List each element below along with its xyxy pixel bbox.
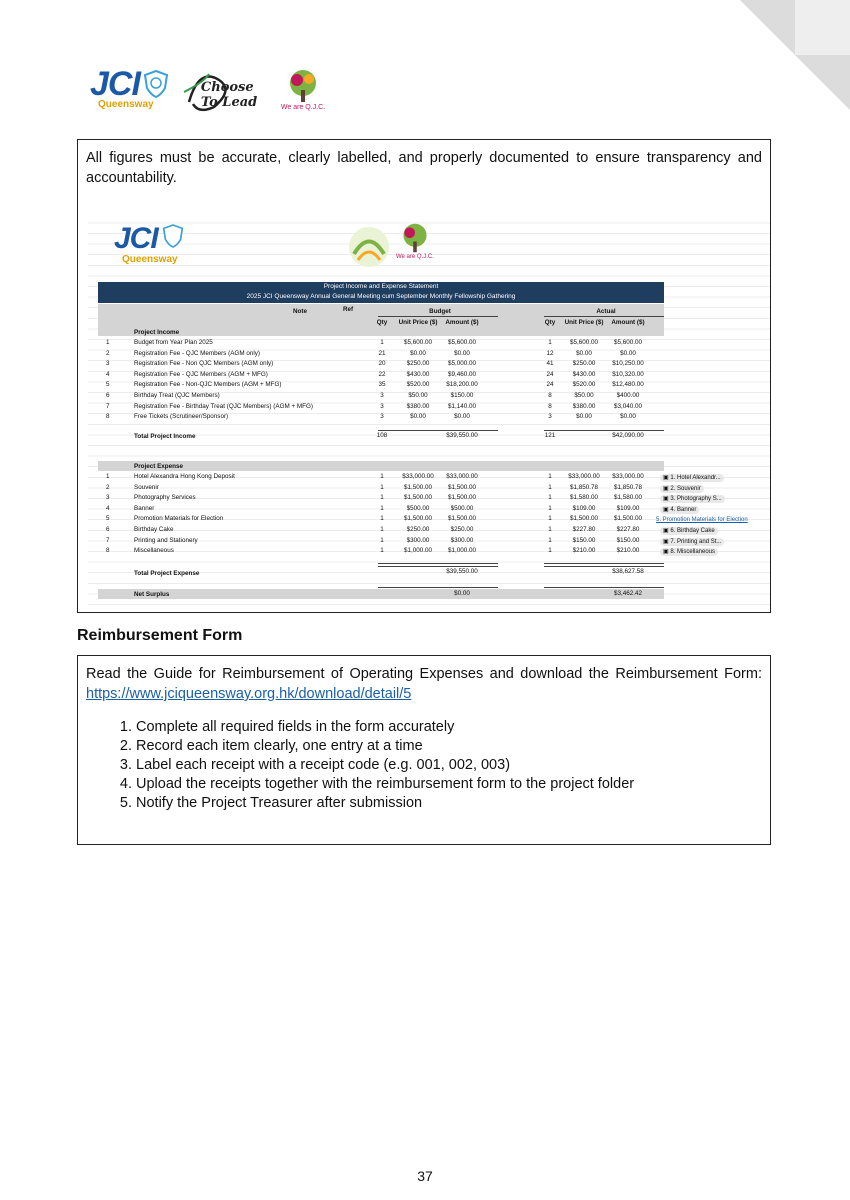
income-heading: Project Income <box>134 329 180 336</box>
reimbursement-intro-text: Read the Guide for Reimbursement of Operating Expenses and download the Reimbursement Form: <box>86 666 762 682</box>
expense-budget-unit: $300.00 <box>406 536 430 544</box>
income-budget-amount: $0.00 <box>454 349 470 357</box>
actual-unit-header: Unit Price ($) <box>564 319 604 326</box>
jci-logo-text: JCI <box>90 65 140 103</box>
expense-actual-amount: $109.00 <box>616 504 640 512</box>
income-actual-unit: $380.00 <box>572 402 596 410</box>
income-budget-qty: 20 <box>378 360 386 368</box>
note-column-header: Note <box>293 308 307 315</box>
expense-budget-amount: $300.00 <box>450 536 474 544</box>
expense-budget-amount: $1,000.00 <box>447 547 476 555</box>
sheet-jci-logo-subtitle: Queensway <box>122 254 178 265</box>
tree-emblem-icon <box>285 68 321 104</box>
expense-actual-qty: 1 <box>548 483 552 491</box>
reimbursement-steps <box>78 718 770 813</box>
budget-header: Budget <box>429 308 451 315</box>
transparency-note-box <box>77 139 771 613</box>
income-budget-qty: 35 <box>378 381 386 389</box>
receipt-reference-chip[interactable]: ▣ 3. Photography S... <box>660 495 725 503</box>
expense-budget-qty: 1 <box>380 526 384 533</box>
expense-actual-qty: 1 <box>548 504 552 512</box>
header-logos <box>90 62 325 117</box>
expense-row-number: 4 <box>106 504 110 512</box>
lead-with-pride-logo-icon <box>346 224 392 270</box>
income-budget-amount: $18,200.00 <box>446 381 478 389</box>
ref-column-header: Ref <box>343 306 354 313</box>
budget-unit-header: Unit Price ($) <box>398 319 438 326</box>
expense-budget-total-rule-2 <box>378 566 498 567</box>
expense-budget-unit: $500.00 <box>406 504 430 512</box>
expense-actual-qty: 1 <box>548 526 552 533</box>
total-income-budget-qty: 108 <box>376 432 388 439</box>
expense-budget-total-rule <box>378 563 498 564</box>
income-row-number: 8 <box>106 413 110 421</box>
income-actual-amount: $0.00 <box>620 349 636 357</box>
expense-budget-qty: 1 <box>380 547 384 555</box>
reimbursement-box <box>77 655 771 845</box>
choose-to-lead-text: Choose To Lead <box>200 80 258 110</box>
income-budget-unit: $0.00 <box>410 413 426 421</box>
income-budget-unit: $0.00 <box>410 349 426 357</box>
income-row-number: 6 <box>106 392 110 399</box>
expense-budget-unit: $1,500.00 <box>403 483 432 491</box>
income-row-item: Registration Fee - Birthday Treat (QJC Members) (AGM + MFG) <box>134 402 313 410</box>
income-actual-amount: $12,480.00 <box>612 381 644 389</box>
expense-row-item: Souvenir <box>134 483 159 491</box>
income-budget-amount: $5,000.00 <box>447 360 476 368</box>
we-are-qjc-text: We are Q.J.C. <box>280 104 326 111</box>
expense-actual-amount: $33,000.00 <box>612 473 644 480</box>
income-row-item: Registration Fee - QJC Members (AGM only) <box>134 349 260 357</box>
reimbursement-step: 4. Upload the receipts together with the reimbursement form to the project folder <box>136 775 770 794</box>
actual-amount-header: Amount ($) <box>611 319 645 326</box>
income-row-number: 5 <box>106 381 110 389</box>
income-budget-qty: 3 <box>380 413 384 421</box>
income-actual-unit: $50.00 <box>574 392 594 399</box>
income-actual-qty: 24 <box>546 381 554 389</box>
receipt-reference-chip[interactable]: 5. Promotion Materials for Election <box>656 517 748 524</box>
sheet-jci-logo-text: JCI <box>114 222 158 255</box>
sheet-logos <box>114 222 774 282</box>
reimbursement-step: 1. Complete all required fields in the form accurately <box>136 718 770 737</box>
income-budget-qty: 21 <box>378 349 386 357</box>
expense-row-item: Banner <box>134 504 155 512</box>
income-budget-amount: $9,460.00 <box>447 370 476 378</box>
total-income-actual-amount: $42,090.00 <box>612 432 644 439</box>
reimbursement-form-link[interactable]: https://www.jciqueensway.org.hk/download/detail/5 <box>86 686 412 702</box>
expense-budget-amount: $1,500.00 <box>447 494 476 502</box>
income-budget-total-rule <box>378 430 498 431</box>
income-row-number: 4 <box>106 370 110 378</box>
total-income-label: Total Project Income <box>134 433 196 440</box>
income-actual-unit: $5,600.00 <box>569 339 598 346</box>
income-budget-qty: 1 <box>380 339 384 346</box>
income-actual-unit: $430.00 <box>572 370 596 378</box>
income-row-item: Free Tickets (Scrutineer/Sponsor) <box>134 413 229 421</box>
expense-actual-unit: $150.00 <box>572 536 596 544</box>
expense-row-number: 8 <box>106 547 110 555</box>
income-row-item: Budget from Year Plan 2025 <box>134 339 213 346</box>
expense-budget-unit: $250.00 <box>406 526 430 533</box>
income-budget-amount: $5,600.00 <box>447 339 476 346</box>
expense-budget-qty: 1 <box>380 504 384 512</box>
expense-actual-amount: $1,500.00 <box>613 515 642 523</box>
budget-qty-header: Qty <box>376 319 388 326</box>
income-budget-unit: $380.00 <box>406 402 430 410</box>
actual-header-rule <box>544 316 664 317</box>
jci-logo <box>90 65 169 110</box>
receipt-reference-chip[interactable]: ▣ 4. Banner <box>660 506 699 514</box>
income-actual-amount: $0.00 <box>620 413 636 421</box>
expense-row-number: 5 <box>106 515 110 523</box>
jci-emblem-icon <box>143 70 169 98</box>
income-actual-unit: $520.00 <box>572 381 596 389</box>
total-expense-actual-amount: $38,627.58 <box>612 568 644 575</box>
income-expense-sheet <box>88 220 770 605</box>
expense-budget-amount: $33,000.00 <box>446 473 478 480</box>
expense-row-number: 1 <box>106 473 110 480</box>
expense-row-item: Printing and Stationery <box>134 536 198 544</box>
income-row-number: 2 <box>106 349 110 357</box>
reimbursement-intro <box>78 656 770 704</box>
expense-budget-amount: $250.00 <box>450 526 474 533</box>
income-budget-qty: 3 <box>380 392 384 399</box>
expense-actual-amount: $1,850.78 <box>613 483 642 491</box>
expense-row-number: 3 <box>106 494 110 502</box>
income-budget-qty: 3 <box>380 402 384 410</box>
expense-actual-unit: $1,850.78 <box>569 483 598 491</box>
net-surplus-budget-rule <box>378 587 498 588</box>
budget-header-rule <box>378 316 498 317</box>
expense-budget-qty: 1 <box>380 473 384 480</box>
reimbursement-title: Reimbursement Form <box>77 627 243 644</box>
expense-actual-qty: 1 <box>548 473 552 480</box>
expense-actual-unit: $227.80 <box>572 526 596 533</box>
total-expense-label: Total Project Expense <box>134 570 200 577</box>
expense-row-number: 7 <box>106 536 110 544</box>
expense-row-item: Hotel Alexandra Hong Kong Deposit <box>134 473 235 480</box>
income-row-item: Birthday Treat (QJC Members) <box>134 392 220 399</box>
expense-actual-amount: $150.00 <box>616 536 640 544</box>
budget-amount-header: Amount ($) <box>445 319 479 326</box>
sheet-we-are-qjc-text: We are Q.J.C. <box>396 254 434 260</box>
expense-budget-qty: 1 <box>380 483 384 491</box>
income-row-number: 3 <box>106 360 110 368</box>
net-surplus-actual-amount: $3,462.42 <box>613 590 642 597</box>
expense-actual-unit: $1,580.00 <box>569 494 598 502</box>
income-actual-amount: $10,320.00 <box>612 370 644 378</box>
income-actual-qty: 41 <box>546 360 554 368</box>
sheet-title-band <box>98 282 664 303</box>
sheet-subtitle: 2025 JCI Queensway Annual General Meeting cum September Monthly Fellowship Gathering <box>246 293 516 300</box>
actual-qty-header: Qty <box>544 319 556 326</box>
expense-heading: Project Expense <box>134 463 183 470</box>
income-actual-qty: 3 <box>548 413 552 421</box>
expense-budget-qty: 1 <box>380 515 384 523</box>
income-budget-amount: $150.00 <box>450 392 474 399</box>
income-actual-qty: 8 <box>548 402 552 410</box>
expense-budget-unit: $1,500.00 <box>403 515 432 523</box>
receipt-reference-chip[interactable]: ▣ 2. Souvenir <box>660 485 704 493</box>
income-actual-qty: 12 <box>546 349 554 357</box>
sheet-jci-emblem-icon <box>162 224 184 248</box>
net-surplus-band <box>98 589 664 599</box>
expense-row-item: Miscellaneous <box>134 547 174 555</box>
sheet-title: Project Income and Expense Statement <box>323 283 439 290</box>
expense-actual-amount: $1,580.00 <box>613 494 642 502</box>
expense-budget-amount: $500.00 <box>450 504 474 512</box>
expense-budget-qty: 1 <box>380 494 384 502</box>
receipt-reference-chip[interactable]: ▣ 7. Printing and St... <box>660 538 724 546</box>
income-actual-unit: $250.00 <box>572 360 596 368</box>
income-budget-qty: 22 <box>378 370 386 378</box>
reimbursement-step: 3. Label each receipt with a receipt code (e.g. 001, 002, 003) <box>136 756 770 775</box>
income-row-item: Registration Fee - Non-QJC Members (AGM + MFG) <box>134 381 282 389</box>
expense-row-item: Promotion Materials for Election <box>134 515 224 523</box>
net-surplus-budget-amount: $0.00 <box>454 590 470 597</box>
income-actual-qty: 24 <box>546 370 554 378</box>
expense-actual-unit: $210.00 <box>572 547 596 555</box>
receipt-reference-chip[interactable]: ▣ 8. Miscellaneous <box>660 548 718 556</box>
expense-actual-total-rule <box>544 563 664 564</box>
income-actual-amount: $10,250.00 <box>612 360 644 368</box>
choose-to-lead-logo <box>179 62 271 117</box>
income-row-item: Registration Fee - Non QJC Members (AGM only) <box>134 360 274 368</box>
expense-row-number: 2 <box>106 483 110 491</box>
income-actual-unit: $0.00 <box>576 413 592 421</box>
expense-row-item: Birthday Cake <box>134 526 174 533</box>
total-income-actual-qty: 121 <box>544 432 556 439</box>
income-row-item: Registration Fee - QJC Members (AGM + MFG) <box>134 370 268 378</box>
expense-actual-qty: 1 <box>548 547 552 555</box>
actual-header: Actual <box>596 308 616 315</box>
income-row-number: 7 <box>106 402 110 410</box>
expense-actual-unit: $1,500.00 <box>569 515 598 523</box>
income-actual-amount: $400.00 <box>616 392 640 399</box>
expense-row-item: Photography Services <box>134 494 196 502</box>
expense-actual-total-rule-2 <box>544 566 664 567</box>
total-expense-budget-amount: $39,550.00 <box>446 568 478 575</box>
receipt-reference-chip[interactable]: ▣ 6. Birthday Cake <box>660 527 718 535</box>
expense-budget-qty: 1 <box>380 536 384 544</box>
income-budget-unit: $520.00 <box>406 381 430 389</box>
we-are-qjc-logo <box>281 68 325 111</box>
expense-actual-amount: $227.80 <box>616 526 640 533</box>
expense-budget-unit: $1,500.00 <box>403 494 432 502</box>
net-surplus-label: Net Surplus <box>134 591 170 598</box>
reimbursement-step: 5. Notify the Project Treasurer after submission <box>136 794 770 813</box>
income-budget-amount: $1,140.00 <box>447 402 476 410</box>
total-income-budget-amount: $39,550.00 <box>446 432 478 439</box>
income-actual-qty: 1 <box>548 339 552 346</box>
income-row-number: 1 <box>106 339 110 346</box>
income-budget-unit: $5,600.00 <box>403 339 432 346</box>
income-budget-amount: $0.00 <box>454 413 470 421</box>
expense-budget-unit: $33,000.00 <box>402 473 434 480</box>
income-actual-total-rule <box>544 430 664 431</box>
expense-row-number: 6 <box>106 526 110 533</box>
expense-actual-amount: $210.00 <box>616 547 640 555</box>
income-actual-qty: 8 <box>548 392 552 399</box>
expense-actual-qty: 1 <box>548 515 552 523</box>
expense-actual-unit: $109.00 <box>572 504 596 512</box>
expense-actual-unit: $33,000.00 <box>568 473 600 480</box>
income-budget-unit: $50.00 <box>408 392 428 399</box>
expense-actual-qty: 1 <box>548 536 552 544</box>
transparency-note-text: All figures must be accurate, clearly labelled, and properly documented to ensure transparency and accountability. <box>86 150 762 186</box>
sheet-tree-emblem-icon <box>399 222 431 254</box>
expense-budget-unit: $1,000.00 <box>403 547 432 555</box>
income-actual-amount: $5,600.00 <box>613 339 642 346</box>
expense-budget-amount: $1,500.00 <box>447 483 476 491</box>
income-budget-unit: $430.00 <box>406 370 430 378</box>
income-budget-unit: $250.00 <box>406 360 430 368</box>
expense-budget-amount: $1,500.00 <box>447 515 476 523</box>
reimbursement-step: 2. Record each item clearly, one entry at a time <box>136 737 770 756</box>
net-surplus-actual-rule <box>544 587 664 588</box>
income-actual-amount: $3,040.00 <box>613 402 642 410</box>
receipt-reference-chip[interactable]: ▣ 1. Hotel Alexandr... <box>660 474 724 482</box>
page-number: 37 <box>417 1168 433 1184</box>
income-actual-unit: $0.00 <box>576 349 592 357</box>
expense-actual-qty: 1 <box>548 494 552 502</box>
jci-logo-subtitle: Queensway <box>98 99 154 110</box>
page-corner-fold <box>795 0 850 55</box>
